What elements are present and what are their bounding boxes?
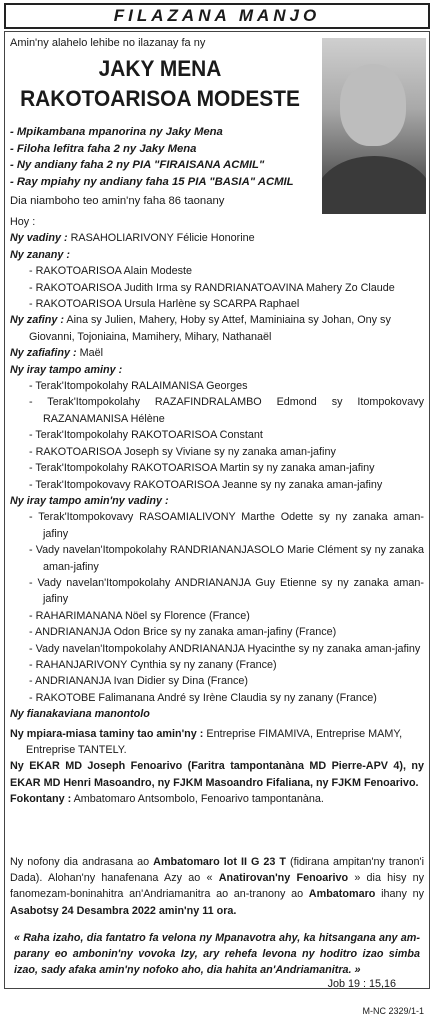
spouse-sibling-item: - Vady navelan'Itompokolahy RANDRIANANJASOLO Marie Clément sy ny zanaka aman-jafiny [29,544,424,573]
sibling-item: - Terak'Itompokovavy RAKOTOARISOA Jeanne sy ny zanaka aman-jafiny [29,478,383,491]
scripture-reference: Job 19 : 15,16 [327,978,396,990]
fokontany-line [10,791,424,807]
great-grandchildren-value: Maël [79,347,104,360]
colleagues-line [10,726,424,759]
sibling-item: - RAKOTOARISOA Joseph sy Viviane sy ny zanaka aman-jafiny [29,445,336,458]
fokontany-label: Fokontany : [10,793,72,806]
spouse-line [10,230,424,246]
spouse-sibling-item: - Vady navelan'Itompokolahy ANDRIANANJA Guy Etienne sy ny zanaka aman-jafiny [29,576,424,606]
sibling-item: - Terak'Itompokolahy RAZAFINDRALAMBO Edmond sy Itompokovavy RAZANAMANISA Hélène [29,396,424,425]
funeral-text: » dia hisy ny fanomezam-boninahitra an'Andriamanitra ao an-tranony ao [10,872,425,901]
banner-title: FILAZANA MANJO [4,3,430,29]
portrait-shoulders-shape [322,156,426,214]
service-date: Asabotsy 24 Desambra 2022 amin'ny 11 ora. [10,904,237,917]
role-item: - Ray mpiahy ny andiany faha 15 PIA "BASIA" ACMIL [10,175,294,188]
whole-family-line: Ny fianakaviana manontolo [10,708,150,721]
age-line: Dia niamboho teo amin'ny faha 86 taonany [10,195,225,207]
spouse-sibling-item: - RAHARIMANANA Nöel sy Florence (France) [29,609,250,622]
fokontany-value: Ambatomaro Antsombolo, Fenoarivo tampontanàna. [73,793,324,806]
grandchildren-line [10,312,424,345]
colleagues-value: Entreprise FIMAMIVA, Entreprise MAMY, Entreprise TANTELY. [26,727,403,756]
grandchildren-label: Ny zafiny : [10,314,64,327]
funeral-address: Ambatomaro lot II G 23 T [153,856,286,868]
role-item: - Filoha lefitra faha 2 ny Jaky Mena [10,142,197,155]
spouse-label: Ny vadiny : [10,232,68,245]
scripture-quote: « Raha izaho, dia fantatro fa velona ny Mpanavotra ahy, ka hitsangana any am-parany eo ambonin'ny vovoka Izy, ary rehefa levona ny hoditro izao simba izao, sady afaka amin'ny nofoko aho, dia hahita an'Andriamanitra. » [14,932,420,976]
family-section [10,214,424,808]
notice-code: M-NC 2329/1-1 [362,1006,424,1016]
sibling-item: - Terak'Itompokolahy RAKOTOARISOA Martin sy ny zanaka aman-jafiny [29,462,375,475]
funeral-text: Ny nofony dia andrasana ao [10,856,154,868]
great-grandchildren-label: Ny zafiafiny : [10,347,77,360]
spouse-siblings-label: Ny iray tampo amin'ny vadiny : [10,494,169,507]
churches-line: Ny EKAR MD Joseph Fenoarivo (Faritra tampontanàna MD Pierre-APV 4), ny EKAR MD Henri Masoandro, ny FJKM Masoandro Fifaliana, ny FJKM Fenoarivo. [10,760,424,789]
child-item: - RAKOTOARISOA Ursula Harlène sy SCARPA Raphael [29,298,300,311]
spouse-sibling-item: - RAKOTOBE Falimanana André sy Irène Claudia sy ny zanany (France) [29,691,377,704]
spouse-sibling-item: - ANDRIANANJA Odon Brice sy ny zanaka aman-jafiny (France) [29,626,337,639]
deceased-name-line1: JAKY MENA [98,56,222,81]
burial-place: Anatirovan'ny Fenoarivo [218,872,349,885]
spouse-sibling-item: - Terak'Itompokovavy RASOAMIALIVONY Marthe Odette sy ny zanaka aman-jafiny [29,511,424,540]
portrait-photo [322,38,426,214]
funeral-text: ihany ny [375,888,424,901]
intro-line: Amin'ny alahelo lehibe no ilazanay fa ny [10,37,206,49]
sibling-item: - Terak'Itompokolahy RALAIMANISA Georges [29,380,248,393]
roles-list [10,124,294,190]
funeral-text: (fidirana ampitan'ny tranon'i Dada). Alohan'ny hanafenana Azy ao « [10,856,424,885]
role-item: - Ny andiany faha 2 ny PIA "FIRAISANA ACMIL" [10,159,265,171]
funeral-details [10,854,424,919]
great-grandchildren-line [10,345,424,361]
sibling-item: - Terak'Itompokolahy RAKOTOARISOA Constant [29,429,263,442]
spouse-sibling-item: - Vady navelan'Itompokolahy ANDRIANANJA Hyacinthe sy ny zanaka aman-jafiny [29,642,421,655]
hoy-label: Hoy : [10,216,36,228]
role-item: - Mpikambana mpanorina ny Jaky Mena [10,126,223,138]
children-label: Ny zanany : [10,248,70,261]
spouse-value: RASAHOLIARIVONY Félicie Honorine [70,232,255,245]
child-item: - RAKOTOARISOA Judith Irma sy RANDRIANATOAVINA Mahery Zo Claude [29,281,395,294]
child-item: - RAKOTOARISOA Alain Modeste [29,265,193,278]
spouse-sibling-item: - ANDRIANANJA Ivan Didier sy Dina (France) [29,675,248,688]
portrait-head-shape [340,64,406,146]
spouse-sibling-item: - RAHANJARIVONY Cynthia sy ny zanany (France) [29,658,277,671]
grandchildren-value: Aina sy Julien, Mahery, Hoby sy Attef, Maminiaina sy Johan, Ony sy Giovanni, Tojoniaina, Mamihery, Mihary, Nathanaël [29,314,391,343]
colleagues-label: Ny mpiara-miasa taminy tao amin'ny : [10,727,204,740]
siblings-label: Ny iray tampo aminy : [10,363,123,376]
service-place: Ambatomaro [308,888,376,901]
deceased-name-line2: RAKOTOARISOA MODESTE [20,86,300,111]
